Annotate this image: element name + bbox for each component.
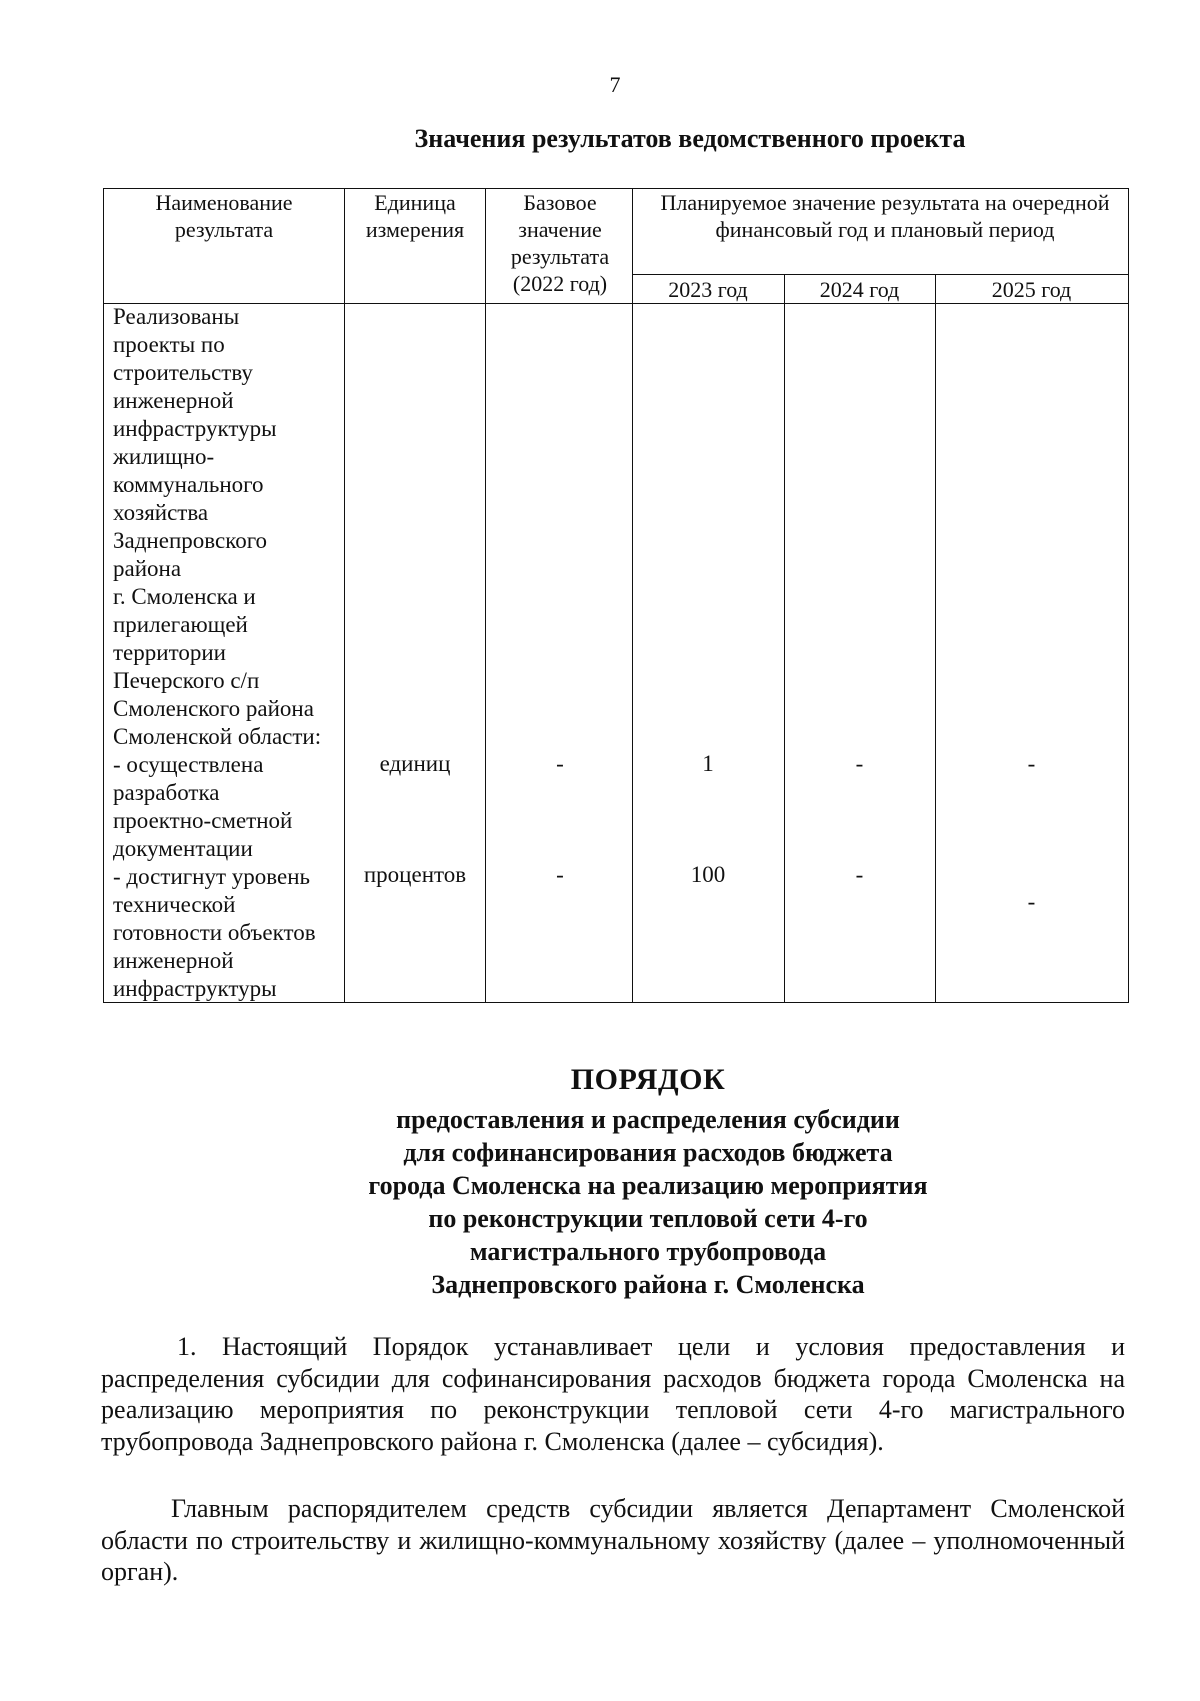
result-name-line: готовности объектов	[113, 920, 316, 945]
header-year-2025: 2025 год	[991, 277, 1072, 302]
row2-2023: 100	[690, 862, 726, 887]
result-name-line: инженерной	[113, 948, 234, 973]
results-table	[103, 188, 1129, 1003]
row2-2025: -	[1027, 889, 1036, 914]
result-name-line: хозяйства	[113, 500, 209, 525]
header-year-2023: 2023 год	[668, 277, 748, 302]
row1-2024: -	[855, 751, 864, 776]
column-divider	[784, 274, 785, 1002]
header-name: Наименование результата	[155, 190, 293, 242]
result-name-line: инфраструктуры	[113, 416, 277, 441]
result-name-line: разработка	[113, 780, 220, 805]
subtitle-line: города Смоленска на реализацию мероприятия	[368, 1171, 928, 1200]
row2-base: -	[556, 862, 564, 887]
result-name-line: документации	[113, 836, 253, 861]
result-name-line: инженерной	[113, 388, 234, 413]
table-title: Значения результатов ведомственного проекта	[414, 124, 966, 153]
subtitle-line: Заднепровского района г. Смоленска	[431, 1270, 865, 1299]
result-name-line: г. Смоленска и	[113, 584, 256, 609]
result-name-line: Реализованы	[113, 304, 240, 329]
result-name-line: коммунального	[113, 472, 264, 497]
subtitle-line: предоставления и распределения субсидии	[396, 1105, 900, 1134]
row1-base: -	[556, 751, 564, 776]
subtitle-line: для софинансирования расходов бюджета	[403, 1138, 893, 1167]
row2-unit: процентов	[363, 862, 467, 887]
result-name	[113, 303, 348, 1003]
procedure-subtitle	[0, 1103, 1200, 1301]
result-name-line: Печерского с/п	[113, 668, 260, 693]
header-base: Базовое значение результата (2022 год)	[510, 190, 610, 296]
row1-unit: единиц	[379, 751, 451, 776]
header-planned: Планируемое значение результата на очередной финансовый год и плановый период	[660, 190, 1110, 242]
result-name-line: территории	[113, 640, 226, 665]
result-name-line: - достигнут уровень	[113, 864, 311, 889]
result-name-line: жилищно-	[113, 444, 215, 469]
subtitle-line: по реконструкции тепловой сети 4-го	[428, 1204, 868, 1233]
result-name-line: проекты по	[113, 332, 225, 357]
row1-2025: -	[1027, 751, 1036, 776]
result-name-line: проектно-сметной	[113, 808, 293, 833]
row2-2024: -	[855, 862, 864, 887]
row1-2023: 1	[702, 751, 714, 776]
result-name-line: Заднепровского	[113, 528, 268, 553]
result-name-line: района	[113, 556, 182, 581]
result-name-line: инфраструктуры	[113, 976, 277, 1001]
column-divider	[485, 189, 486, 1002]
header-unit: Единица измерения	[365, 190, 465, 242]
procedure-title: ПОРЯДОК	[570, 1063, 726, 1096]
page-number: 7	[609, 72, 621, 97]
result-name-line: строительству	[113, 360, 253, 385]
result-name-line: - осуществлена	[113, 752, 264, 777]
result-name-line: Смоленской области:	[113, 724, 322, 749]
result-name-line: прилегающей	[113, 612, 248, 637]
result-name-line: Смоленского района	[113, 696, 314, 721]
paragraph-2: Главным распорядителем средств субсидии является Департамент Смоленской области по строительству и жилищно-коммунальному хозяйству (далее – уполномоченный орган).	[101, 1494, 1125, 1586]
result-name-line: технической	[113, 892, 236, 917]
paragraph-1: 1. Настоящий Порядок устанавливает цели и условия предоставления и распределения субсидии для софинансирования расходов бюджета города Смоленска на реализацию мероприятия по реконструкции тепловой сети 4-го магистрального трубопровода Заднепровского района г. Смоленска (далее – субсидия).	[101, 1332, 1125, 1456]
header-year-2024: 2024 год	[819, 277, 900, 302]
row-divider	[632, 274, 1128, 275]
subtitle-line: магистрального трубопровода	[469, 1237, 827, 1266]
